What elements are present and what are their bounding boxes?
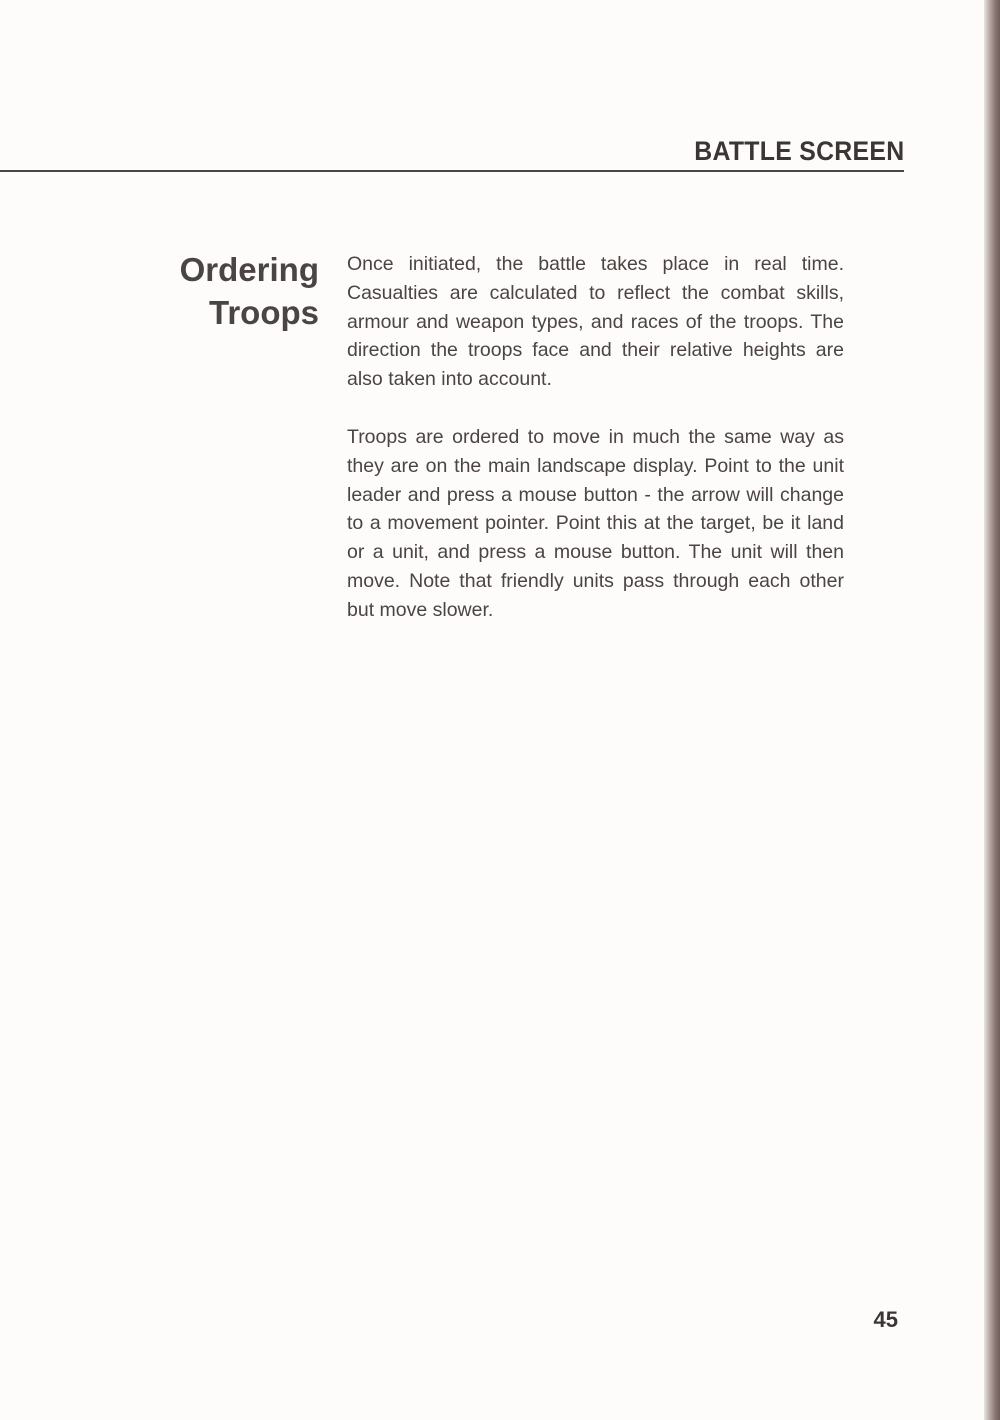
body-paragraph-1: Once initiated, the battle takes place in real time. Casualties are calculated to reflect the combat skills, armour and weapon types, and races of the troops. The direction the troops face and their relative heights are also taken into account. — [347, 253, 844, 391]
section-title-line-1: Ordering — [179, 251, 319, 288]
section-title — [180, 248, 319, 334]
running-header: BATTLE SCREEN — [693, 136, 904, 166]
page-number: 45 — [873, 1307, 898, 1332]
section-title-line-2: Troops — [208, 294, 319, 331]
page-binding-edge — [984, 0, 1000, 1420]
header-divider — [0, 170, 904, 172]
body-paragraph-2: Troops are ordered to move in much the same way as they are on the main landscape display. Point to the unit leader and press a mouse button - the arrow will change to a movement pointer. Point this at the target, be it land or a unit, and press a mouse button. The unit will then move. Note that friendly units pass through each other but move slower. — [347, 426, 844, 621]
